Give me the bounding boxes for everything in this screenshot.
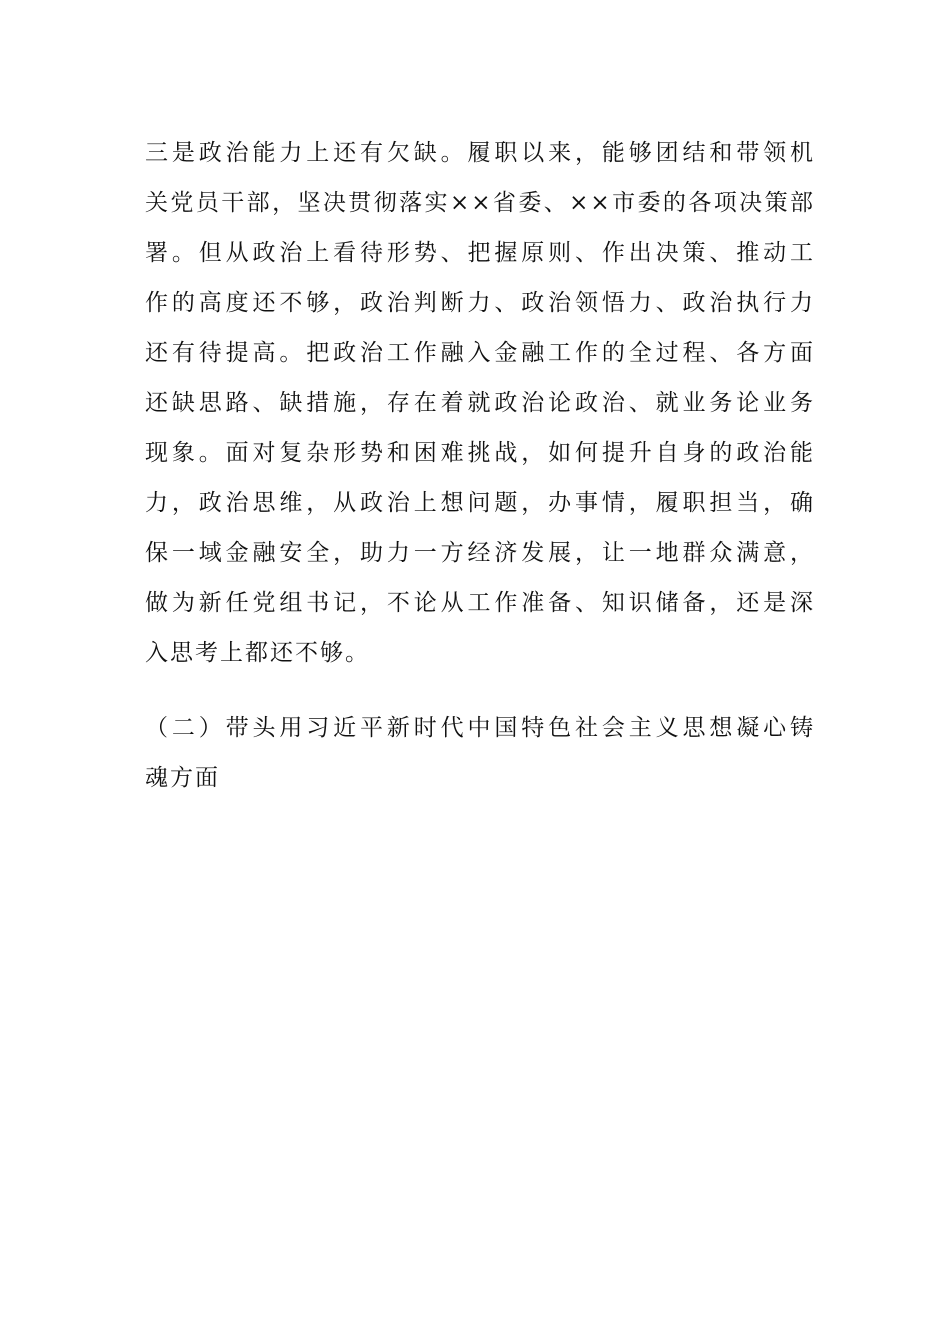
paragraph-line: 力，政治思维，从政治上想问题，办事情，履职担当，确 — [145, 490, 815, 516]
paragraph-line: 还有待提高。把政治工作融入金融工作的全过程、各方面 — [145, 340, 815, 366]
paragraph-line: 署。但从政治上看待形势、把握原则、作出决策、推动工 — [145, 240, 815, 266]
heading-line: （二）带头用习近平新时代中国特色社会主义思想凝心铸 — [145, 715, 815, 741]
paragraph-line: 三是政治能力上还有欠缺。履职以来，能够团结和带领机 — [145, 140, 815, 166]
paragraph-line: 作的高度还不够，政治判断力、政治领悟力、政治执行力 — [145, 290, 815, 316]
paragraph-line: 入思考上都还不够。 — [145, 640, 370, 666]
paragraph-line: 保一域金融安全，助力一方经济发展，让一地群众满意， — [145, 540, 815, 566]
heading-line: 魂方面 — [145, 765, 220, 791]
paragraph-political-ability — [145, 128, 815, 678]
paragraph-line: 现象。面对复杂形势和困难挑战，如何提升自身的政治能 — [145, 440, 815, 466]
paragraph-line: 还缺思路、缺措施，存在着就政治论政治、就业务论业务 — [145, 390, 815, 416]
section-heading-2 — [145, 703, 815, 803]
paragraph-line: 关党员干部，坚决贯彻落实××省委、××市委的各项决策部 — [145, 190, 815, 216]
paragraph-line: 做为新任党组书记，不论从工作准备、知识储备，还是深 — [145, 590, 815, 616]
